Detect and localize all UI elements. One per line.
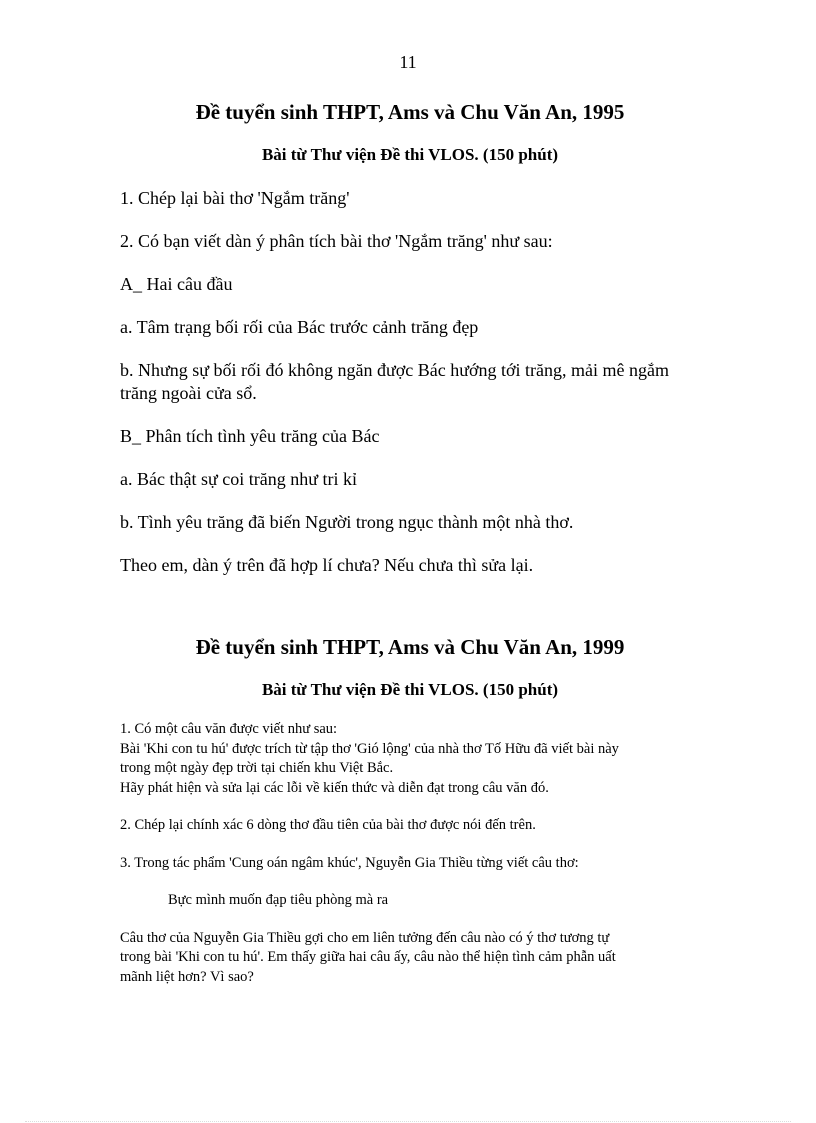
outline-item: b. Tình yêu trăng đã biến Người trong ngục thành một nhà thơ. [120,512,574,532]
outline-item: a. Tâm trạng bối rối của Bác trước cảnh trăng đẹp [120,317,479,337]
question-line: Hãy phát hiện và sửa lại các lỗi về kiến thức và diễn đạt trong câu văn đó. [120,779,549,796]
section-title: Đề tuyển sinh THPT, Ams và Chu Văn An, 1999 [195,635,625,659]
section-title: Đề tuyển sinh THPT, Ams và Chu Văn An, 1995 [195,100,625,124]
question-line: mãnh liệt hơn? Vì sao? [120,968,254,985]
question-paragraph: Theo em, dàn ý trên đã hợp lí chưa? Nếu chưa thì sửa lại. [120,555,534,575]
outline-item: b. Nhưng sự bối rối đó không ngăn được Bác hướng tới trăng, mải mê ngắm trăng ngoài cửa sổ. [120,360,669,403]
question-list [120,720,710,987]
verse-quote: Bực mình muốn đạp tiêu phòng mà ra [168,892,389,908]
outline-heading: A_ Hai câu đầu [120,274,233,294]
section-subtitle: Bài từ Thư viện Đề thi VLOS. (150 phút) [261,680,559,699]
outline-heading: B_ Phân tích tình yêu trăng của Bác [120,426,380,446]
page-number: 11 [399,52,417,72]
question-1 [120,720,710,798]
question-2: 2. Chép lại chính xác 6 dòng thơ đầu tiên của bài thơ được nói đến trên. [120,817,536,833]
section-subtitle: Bài từ Thư viện Đề thi VLOS. (150 phút) [261,145,559,164]
exam-section-1995 [120,100,710,597]
exam-section-1999 [120,635,710,1005]
question-list [120,187,710,577]
page-bottom-divider [25,1121,791,1122]
question-line: trong một ngày đẹp trời tại chiến khu Việt Bắc. [120,760,394,776]
question-line: Câu thơ của Nguyễn Gia Thiều gợi cho em liên tưởng đến câu nào có ý thơ tương tự [120,929,610,946]
outline-item: a. Bác thật sự coi trăng như tri kỉ [120,469,357,489]
question-3-followup [120,929,710,988]
question-line: trong bài 'Khi con tu hú'. Em thấy giữa hai câu ấy, câu nào thể hiện tình cảm phẫn uất [120,949,616,965]
question-3: 3. Trong tác phẩm 'Cung oán ngâm khúc', Nguyễn Gia Thiều từng viết câu thơ: [120,854,579,871]
question-paragraph: 2. Có bạn viết dàn ý phân tích bài thơ 'Ngắm trăng' như sau: [120,231,553,251]
question-line: Bài 'Khi con tu hú' được trích từ tập thơ 'Gió lộng' của nhà thơ Tố Hữu đã viết bài này [120,740,619,757]
question-paragraph: 1. Chép lại bài thơ 'Ngắm trăng' [120,188,350,208]
question-line: 1. Có một câu văn được viết như sau: [120,721,338,737]
